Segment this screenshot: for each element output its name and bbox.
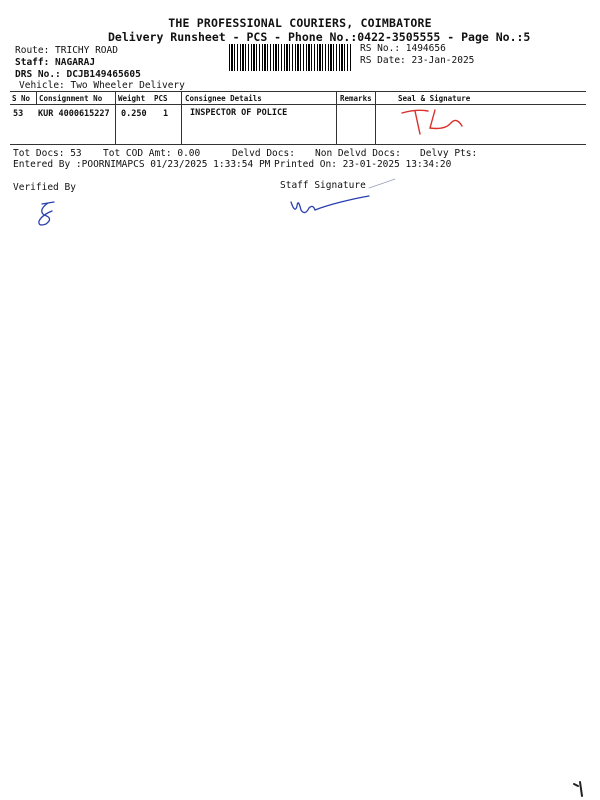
verifier-signature: [30, 198, 70, 230]
column-header: Remarks: [340, 94, 372, 103]
column-header: S No: [12, 94, 31, 103]
entered-by: Entered By :POORNIMAPCS 01/23/2025 1:33:54 PM: [13, 159, 271, 170]
col-divider: [375, 91, 376, 144]
scan-mark: [570, 778, 592, 798]
row-weight: 0.250: [121, 109, 147, 119]
printed-on: Printed On: 23-01-2025 13:34:20: [274, 159, 452, 170]
col-divider: [336, 91, 337, 144]
col-divider: [115, 91, 116, 144]
staff-signature-label: Staff Signature: [280, 180, 366, 191]
col-divider: [36, 91, 37, 104]
table-top-rule: [10, 91, 586, 92]
row-sno: 53: [13, 109, 24, 119]
table-header-rule: [10, 104, 586, 105]
total-cod-amount: Tot COD Amt: 0.00: [103, 148, 201, 159]
runsheet-subtitle: Delivery Runsheet - PCS - Phone No.:0422-3505555 - Page No.:5: [108, 30, 531, 44]
recipient-signature: [398, 104, 478, 140]
drs-number: DRS No.: DCJB149465605: [15, 69, 141, 80]
rs-date: RS Date: 23-Jan-2025: [360, 55, 475, 66]
staff-label: Staff: NAGARAJ: [15, 57, 96, 68]
delivery-points: Delvy Pts:: [420, 148, 478, 159]
route-label: Route: TRICHY ROAD: [15, 45, 118, 56]
table-bottom-rule: [10, 144, 586, 145]
row-pcs: 1: [163, 109, 169, 119]
staff-signature: [285, 176, 400, 218]
row-consignee: INSPECTOR OF POLICE: [190, 108, 288, 118]
column-header: Weight: [118, 94, 146, 103]
column-header: PCS: [154, 94, 168, 103]
verified-by-label: Verified By: [13, 182, 76, 193]
non-delivered-docs: Non Delvd Docs:: [315, 148, 401, 159]
column-header: Consignment No: [39, 94, 103, 103]
delivered-docs: Delvd Docs:: [232, 148, 295, 159]
total-docs: Tot Docs: 53: [13, 148, 82, 159]
vehicle-label: Vehicle: Two Wheeler Delivery: [19, 80, 185, 91]
barcode-image: [229, 44, 351, 71]
row-consignment-no: KUR 4000615227: [38, 109, 110, 119]
rs-number: RS No.: 1494656: [360, 43, 446, 54]
col-divider: [181, 91, 182, 144]
company-title: THE PROFESSIONAL COURIERS, COIMBATORE: [168, 16, 432, 30]
column-header: Consignee Details: [185, 94, 262, 103]
column-header: Seal & Signature: [398, 94, 471, 103]
